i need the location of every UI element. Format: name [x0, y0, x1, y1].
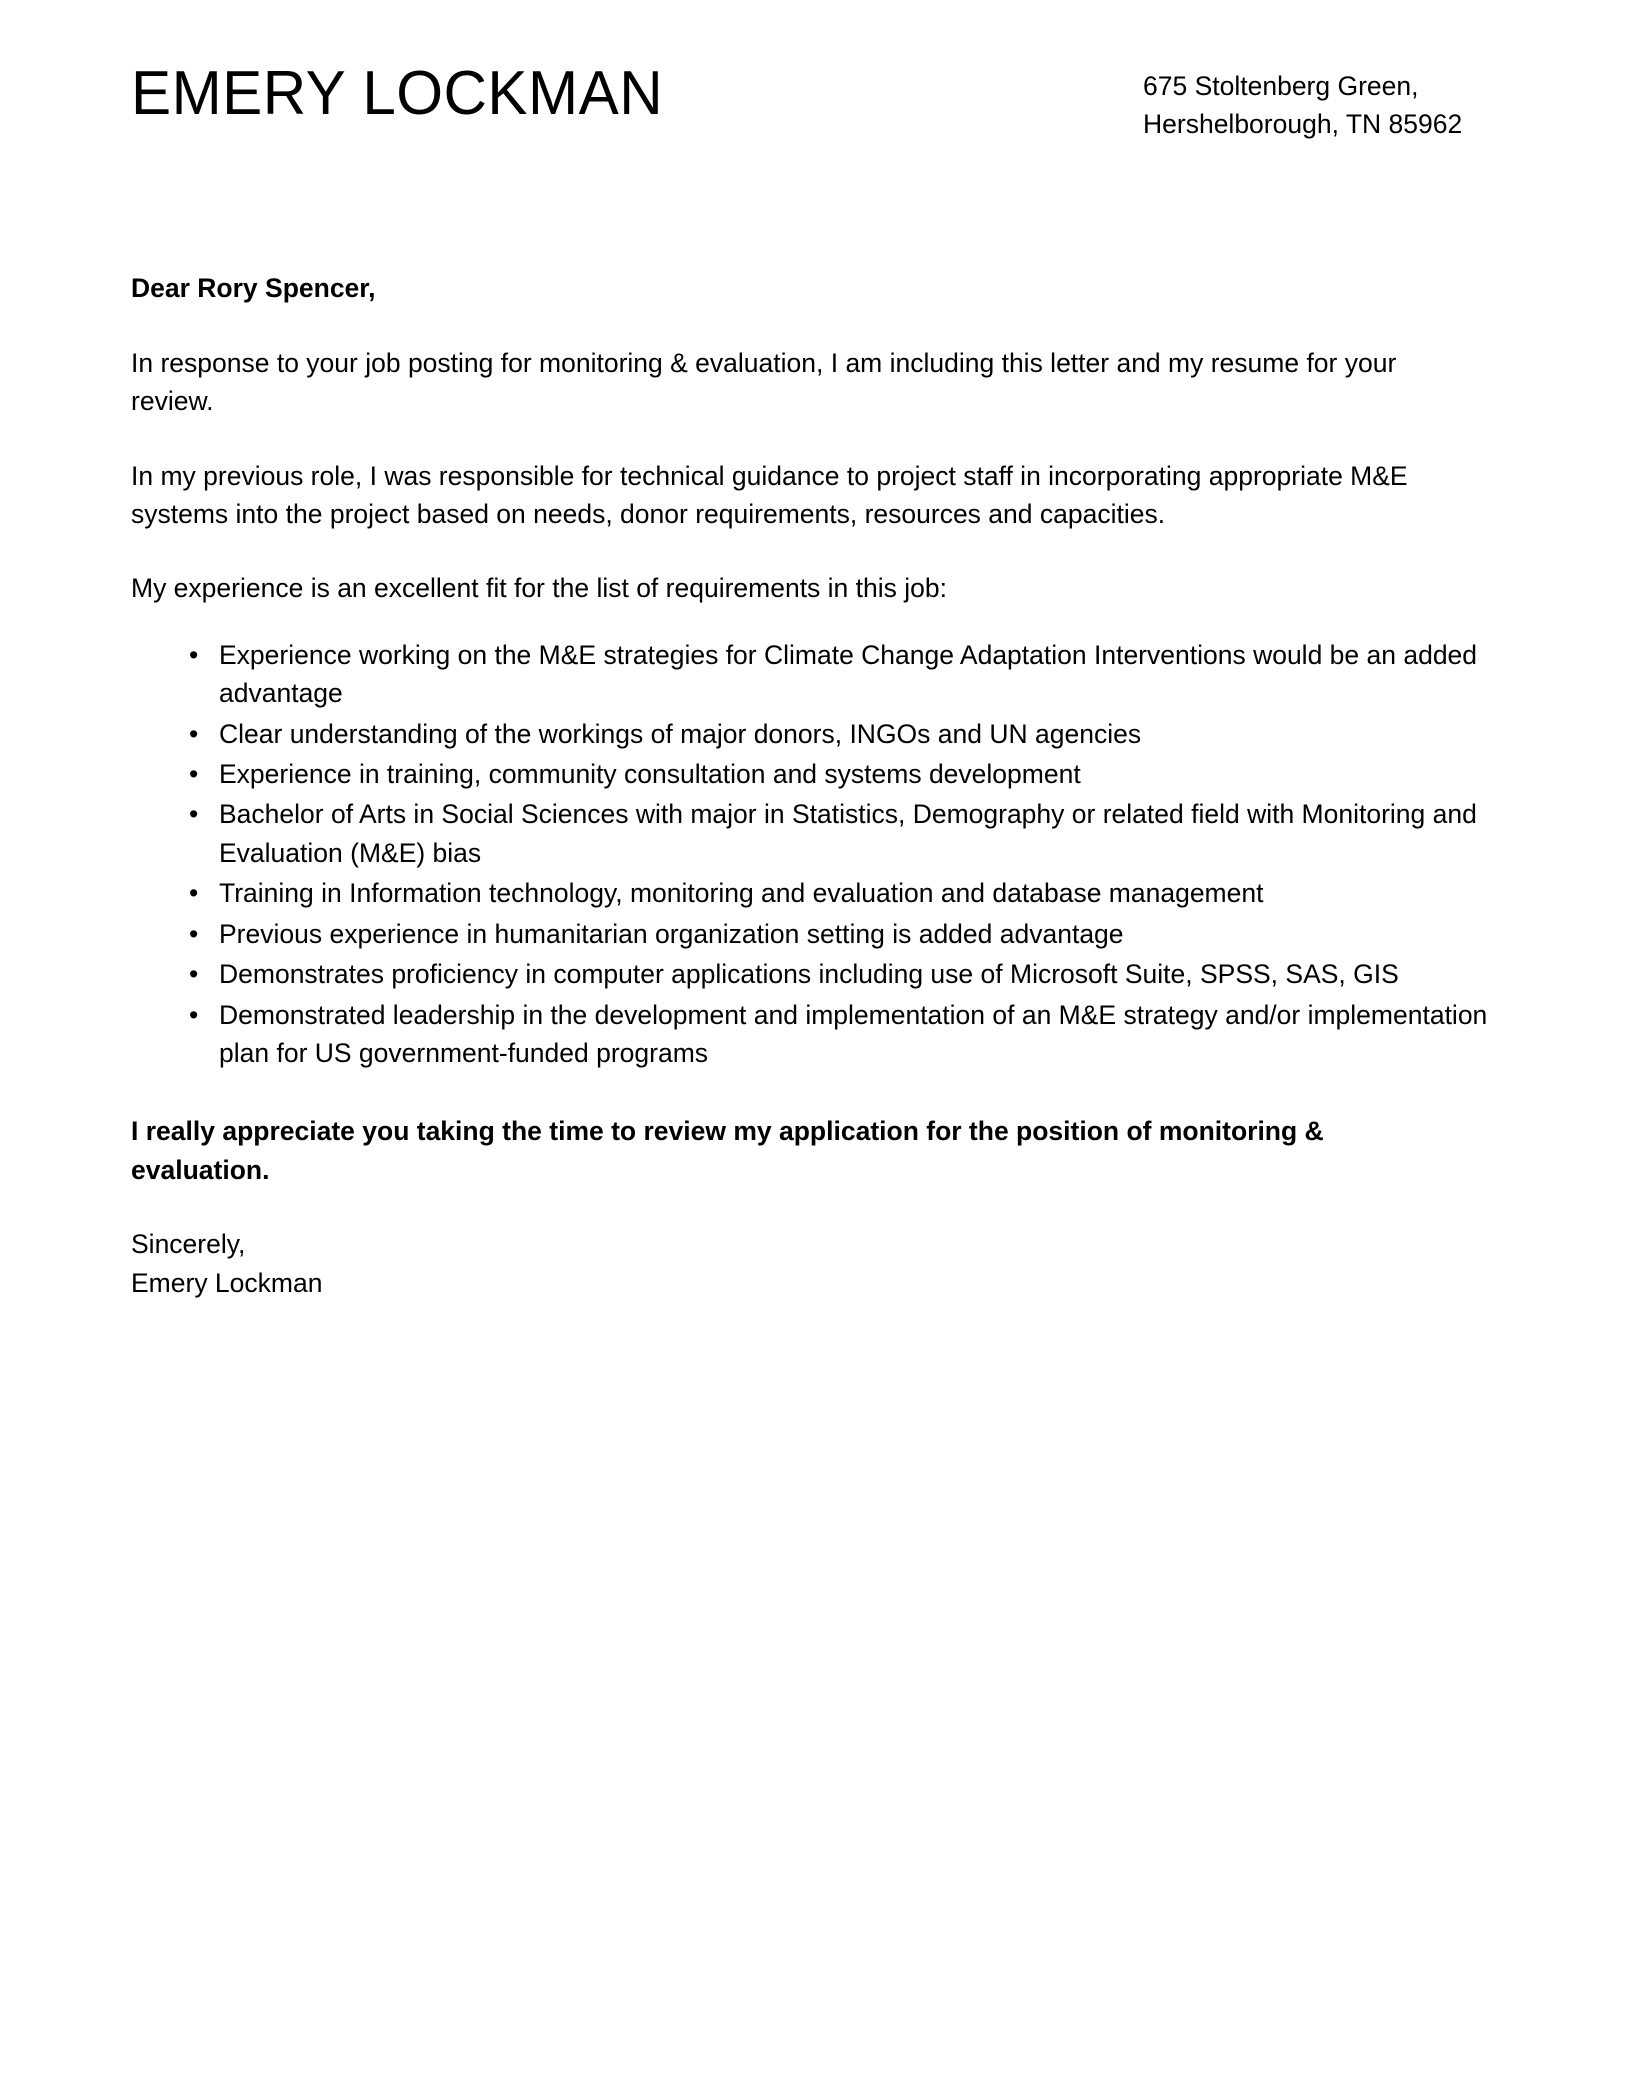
list-item: • Demonstrated leadership in the development and implementation of an M&E strategy and/or implementation plan for US government-funded programs [189, 996, 1499, 1073]
list-item: • Clear understanding of the workings of major donors, INGOs and UN agencies [189, 715, 1499, 753]
signature-name: Emery Lockman [131, 1267, 323, 1298]
list-item: • Demonstrates proficiency in computer applications including use of Microsoft Suite, SPSS, SAS, GIS [189, 955, 1499, 993]
applicant-address [1081, 62, 1501, 143]
paragraph-experience-fit: My experience is an excellent fit for the list of requirements in this job: [131, 573, 947, 604]
list-item: • Training in Information technology, monitoring and evaluation and database management [189, 874, 1499, 912]
letterhead [131, 0, 1501, 143]
letter-body [131, 269, 1501, 1302]
paragraph-closing: I really appreciate you taking the time to review my application for the position of monitoring & evaluation. [131, 1116, 1324, 1185]
list-item: • Experience in training, community consultation and systems development [189, 755, 1499, 793]
address-line-street: 675 Stoltenberg Green, [1143, 71, 1419, 101]
paragraph-previous-role: In my previous role, I was responsible for technical guidance to project staff in incorporating appropriate M&E systems into the project based on needs, donor requirements, resources and capacities. [131, 460, 1408, 529]
list-item: • Experience working on the M&E strategies for Climate Change Adaptation Interventions would be an added advantage [189, 636, 1499, 713]
signature-block [131, 1225, 1501, 1302]
salutation: Dear Rory Spencer, [131, 273, 376, 304]
letter-content [131, 0, 1501, 1302]
valediction: Sincerely, [131, 1229, 246, 1260]
address-line-city-state-zip: Hershelborough, TN 85962 [1143, 108, 1463, 139]
requirements-list [131, 636, 1499, 1073]
applicant-name: EMERY LOCKMAN [131, 59, 664, 128]
paragraph-intro: In response to your job posting for monitoring & evaluation, I am including this letter and my resume for your review. [131, 347, 1397, 417]
list-item: • Previous experience in humanitarian organization setting is added advantage [189, 915, 1499, 953]
list-item: • Bachelor of Arts in Social Sciences with major in Statistics, Demography or related field with Monitoring and Evaluation (M&E) bias [189, 795, 1499, 872]
